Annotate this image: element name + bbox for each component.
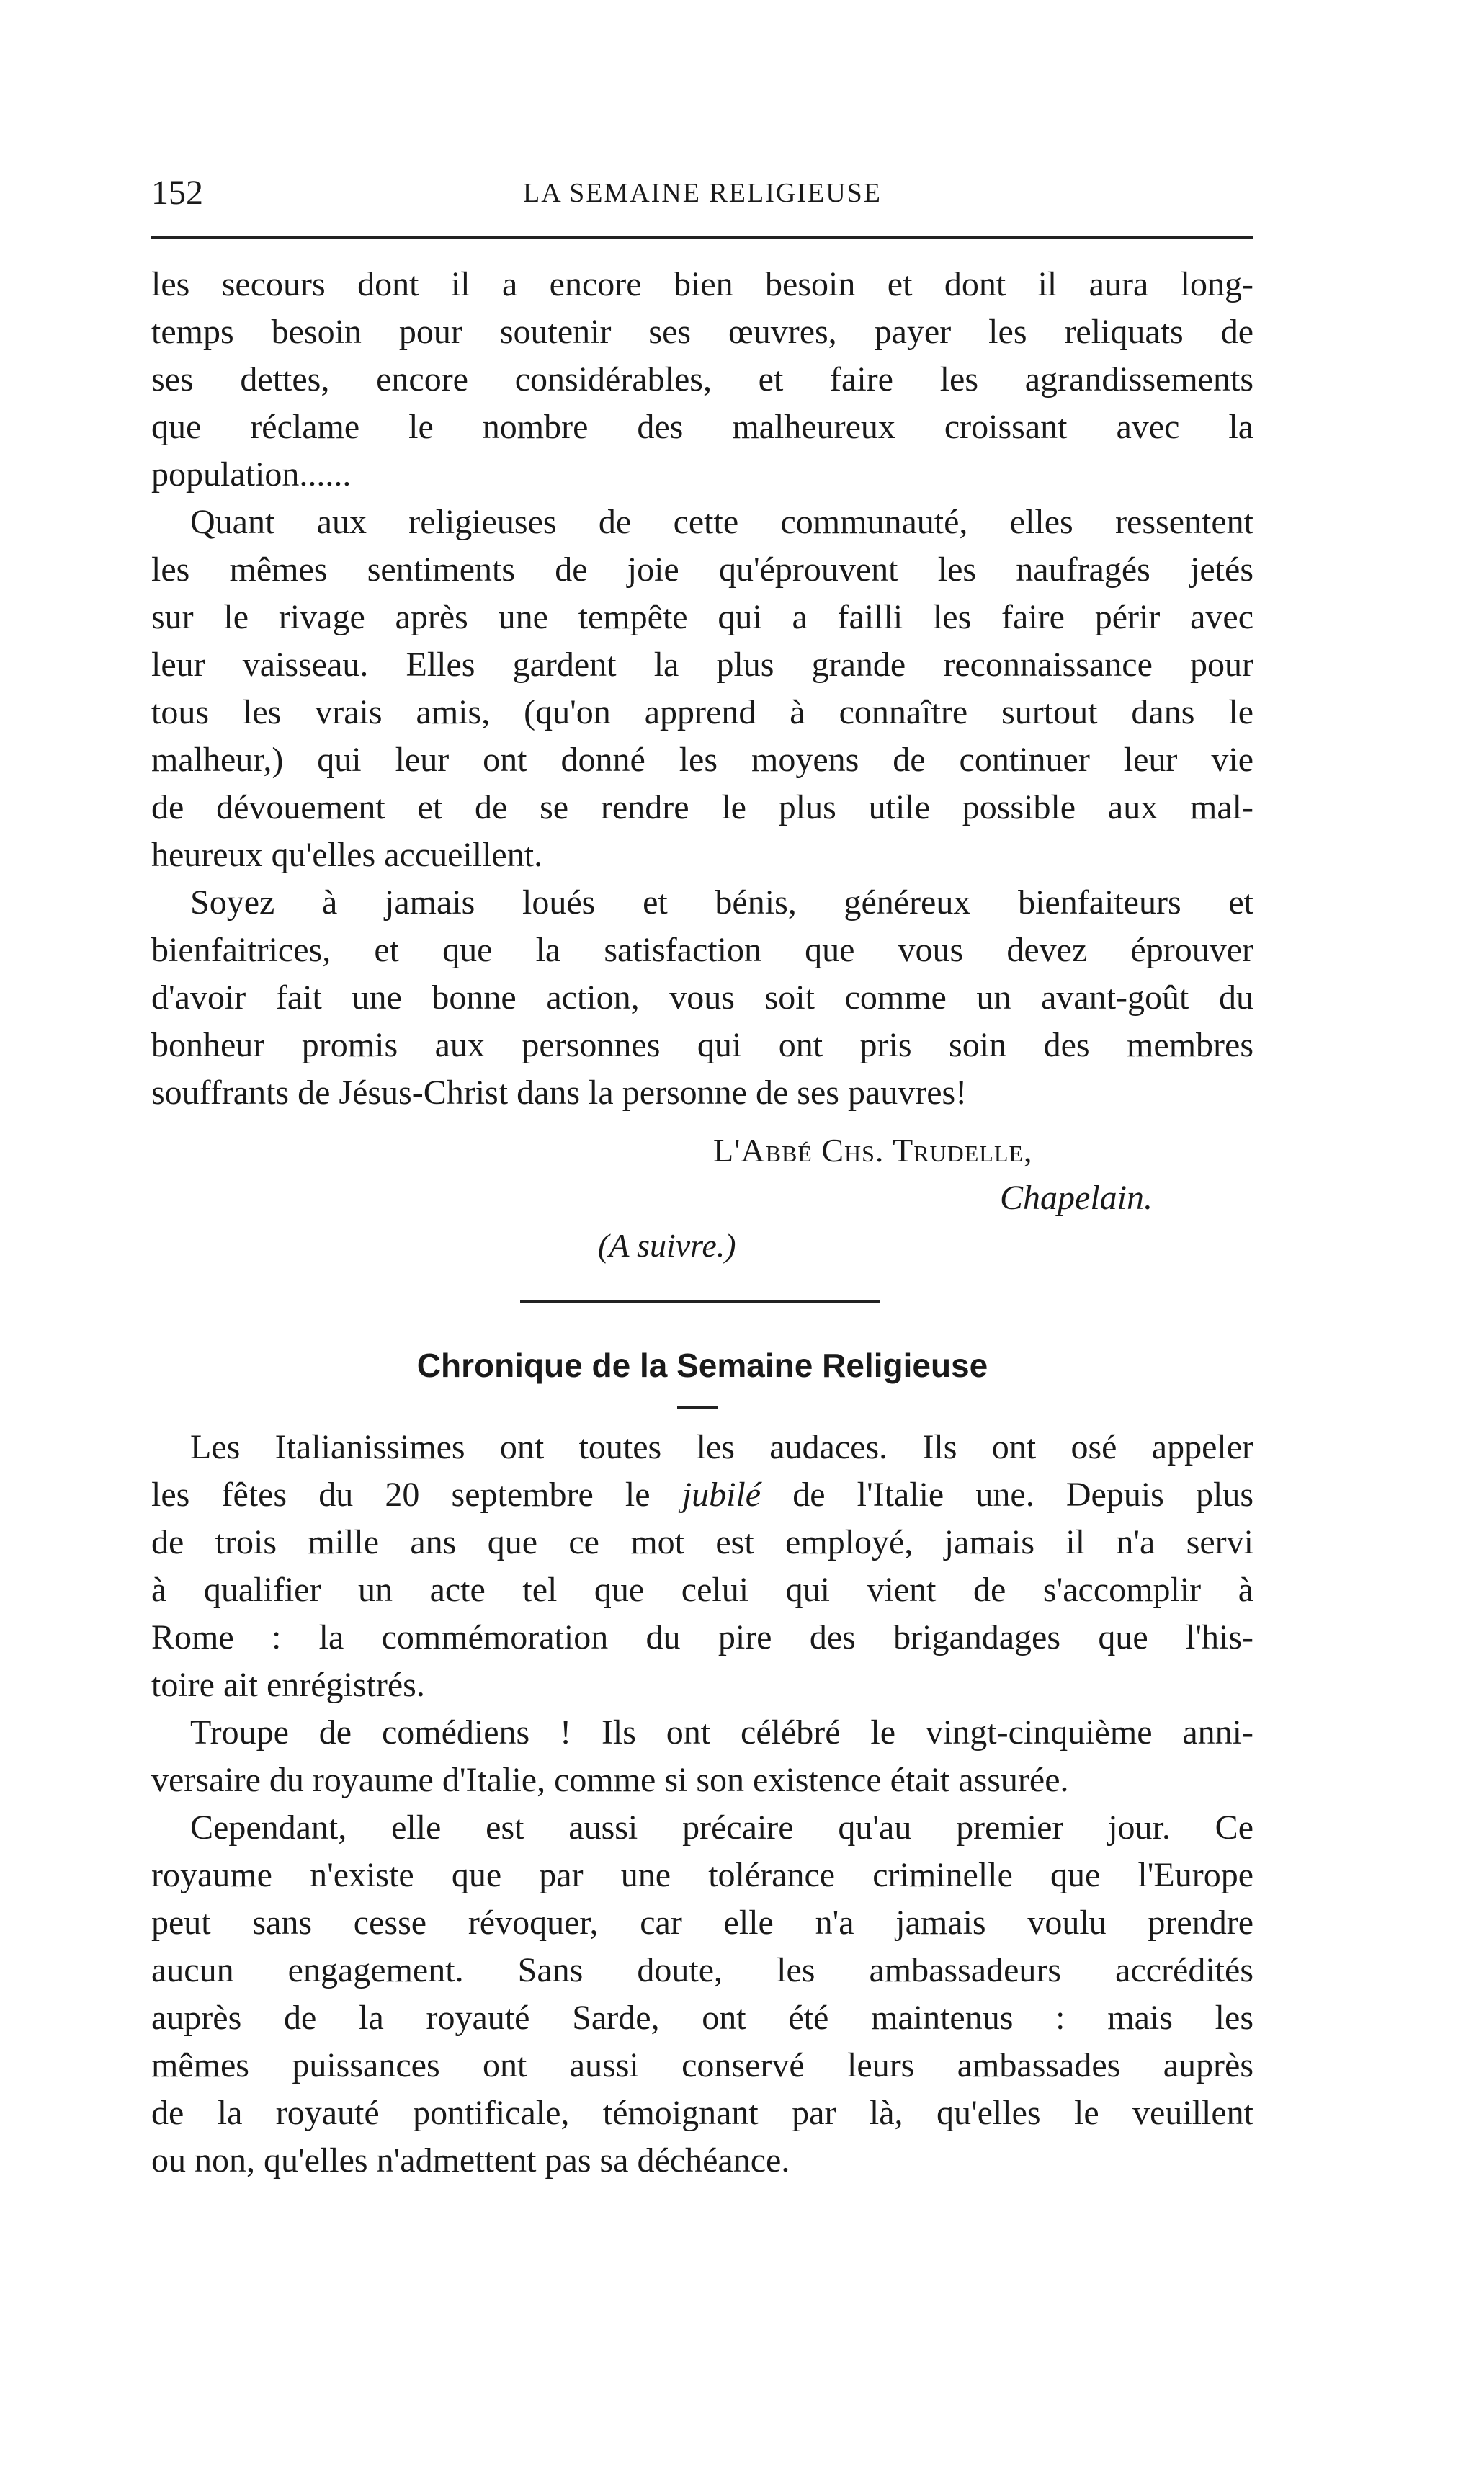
section-divider bbox=[520, 1300, 880, 1303]
text-line: souffrants de Jésus-Christ dans la personne de ses pauvres! bbox=[151, 1074, 967, 1112]
text-line: versaire du royaume d'Italie, comme si son existence était assurée. bbox=[151, 1761, 1069, 1799]
text-line: tous les vrais amis, (qu'on apprend à connaître surtout dans le bbox=[151, 693, 1253, 731]
text-line: royaume n'existe que par une tolérance criminelle que l'Europe bbox=[151, 1856, 1253, 1894]
text-line: bonheur promis aux personnes qui ont pris soin des membres bbox=[151, 1026, 1253, 1064]
text-line: les secours dont il a encore bien besoin et dont il aura long- bbox=[151, 265, 1253, 303]
text-line: ou non, qu'elles n'admettent pas sa déchéance. bbox=[151, 2141, 790, 2180]
text-line: auprès de la royauté Sarde, ont été maintenus : mais les bbox=[151, 1999, 1253, 2037]
article-paragraph-2 bbox=[151, 499, 1253, 879]
text-line: leur vaisseau. Elles gardent la plus grande reconnaissance pour bbox=[151, 646, 1253, 684]
text-line: Soyez à jamais loués et bénis, généreux bienfaiteurs et bbox=[190, 883, 1253, 922]
running-title: LA SEMAINE RELIGIEUSE bbox=[523, 178, 882, 208]
text-line: les mêmes sentiments de joie qu'éprouvent les naufragés jetés bbox=[151, 550, 1253, 589]
text-line: toire ait enrégistrés. bbox=[151, 1666, 425, 1704]
article-paragraph-3 bbox=[151, 879, 1253, 1117]
text-line: population...... bbox=[151, 455, 352, 494]
page-header bbox=[151, 171, 1253, 215]
text-segment: de l'Italie une. Depuis plus bbox=[761, 1476, 1253, 1514]
chronique-paragraph-1 bbox=[151, 1424, 1253, 1709]
text-line: de trois mille ans que ce mot est employé, jamais il n'a servi bbox=[151, 1523, 1253, 1561]
text-line: Cependant, elle est aussi précaire qu'au premier jour. Ce bbox=[190, 1808, 1253, 1847]
to-be-continued: (A suivre.) bbox=[598, 1227, 736, 1264]
text-line: Rome : la commémoration du pire des brigandages que l'his- bbox=[151, 1618, 1253, 1656]
signature-name bbox=[713, 1127, 1032, 1174]
text-line: que réclame le nombre des malheureux croissant avec la bbox=[151, 408, 1253, 446]
text-line-with-italic bbox=[151, 1471, 1253, 1519]
page-number: 152 bbox=[151, 174, 203, 212]
title-dash bbox=[677, 1406, 718, 1409]
text-line: heureux qu'elles accueillent. bbox=[151, 836, 543, 874]
signature-prefix: L' bbox=[713, 1132, 741, 1169]
chronique-paragraph-3 bbox=[151, 1804, 1253, 2185]
chronique-paragraph-2 bbox=[151, 1709, 1253, 1804]
text-line: de la royauté pontificale, témoignant par là, qu'elles le veuillent bbox=[151, 2094, 1253, 2132]
text-line: de dévouement et de se rendre le plus utile possible aux mal- bbox=[151, 788, 1253, 826]
text-line: sur le rivage après une tempête qui a failli les faire périr avec bbox=[151, 598, 1253, 636]
text-line: Les Italianissimes ont toutes les audaces. Ils ont osé appeler bbox=[190, 1428, 1253, 1466]
header-rule bbox=[151, 236, 1253, 239]
text-line: temps besoin pour soutenir ses œuvres, payer les reliquats de bbox=[151, 313, 1253, 351]
text-line: mêmes puissances ont aussi conservé leurs ambassades auprès bbox=[151, 2046, 1253, 2084]
text-line: Quant aux religieuses de cette communauté, elles ressentent bbox=[190, 503, 1253, 541]
text-line: à qualifier un acte tel que celui qui vient de s'accomplir à bbox=[151, 1571, 1253, 1609]
text-line: d'avoir fait une bonne action, vous soit comme un avant-goût du bbox=[151, 978, 1253, 1017]
text-line: Troupe de comédiens ! Ils ont célébré le vingt-cinquième anni- bbox=[190, 1713, 1253, 1752]
text-line: aucun engagement. Sans doute, les ambassadeurs accrédités bbox=[151, 1951, 1253, 1989]
article-paragraph-1 bbox=[151, 261, 1253, 499]
section-title: Chronique de la Semaine Religieuse bbox=[416, 1347, 988, 1384]
italic-word: jubilé bbox=[681, 1476, 761, 1514]
text-line: peut sans cesse révoquer, car elle n'a jamais voulu prendre bbox=[151, 1904, 1253, 1942]
text-line: malheur,) qui leur ont donné les moyens de continuer leur vie bbox=[151, 741, 1253, 779]
signature-title: Chapelain. bbox=[1000, 1179, 1153, 1217]
text-line: ses dettes, encore considérables, et faire les agrandissements bbox=[151, 360, 1253, 398]
signature-name-text: Abbé Chs. Trudelle, bbox=[741, 1132, 1033, 1169]
text-line: bienfaitrices, et que la satisfaction que vous devez éprouver bbox=[151, 931, 1253, 969]
text-segment: les fêtes du 20 septembre le bbox=[151, 1476, 682, 1514]
